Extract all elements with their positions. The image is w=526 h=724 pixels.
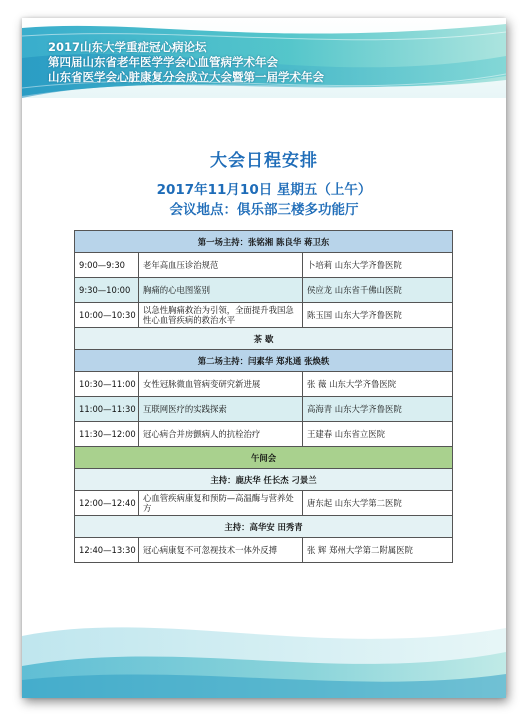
talk-topic: 心血管疾病康复和预防—高温酶与营养处方 [139, 491, 303, 516]
talk-topic: 老年高血压诊治规范 [139, 253, 303, 278]
program-page [22, 18, 506, 698]
talk-topic: 冠心病康复不可忽视技术一体外反搏 [139, 538, 303, 563]
session-3-chair: 主持：鹿庆华 任长杰 刁景兰 [75, 469, 453, 491]
talk-time: 12:00—12:40 [75, 491, 139, 516]
table-row [75, 538, 453, 563]
lunch-session-row: 午间会 [75, 447, 453, 469]
meeting-date: 2017年11月10日 星期五（上午） [156, 182, 372, 198]
table-row [75, 397, 453, 422]
table-row [75, 372, 453, 397]
table-row [75, 278, 453, 303]
talk-time: 10:00—10:30 [75, 303, 139, 328]
session-4-chair: 主持：高华安 田秀青 [75, 516, 453, 538]
header-banner [22, 18, 506, 98]
talk-speaker: 陈玉国 山东大学齐鲁医院 [303, 303, 453, 328]
talk-speaker: 张 薇 山东大学齐鲁医院 [303, 372, 453, 397]
talk-time: 9:30—10:00 [75, 278, 139, 303]
talk-speaker: 高海青 山东大学齐鲁医院 [303, 397, 453, 422]
tea-break-row: 茶 歇 [75, 328, 453, 350]
talk-time: 10:30—11:00 [75, 372, 139, 397]
table-row [75, 491, 453, 516]
talk-speaker: 侯应龙 山东省千佛山医院 [303, 278, 453, 303]
talk-speaker: 张 辉 郑州大学第二附属医院 [303, 538, 453, 563]
talk-topic: 女性冠脉微血管病变研究新进展 [139, 372, 303, 397]
page-title: 大会日程安排 [210, 151, 318, 171]
talk-time: 11:00—11:30 [75, 397, 139, 422]
banner-line-forum: 2017山东大学重症冠心病论坛 [48, 40, 207, 54]
talk-topic: 互联网医疗的实践探索 [139, 397, 303, 422]
talk-speaker: 唐东起 山东大学第二医院 [303, 491, 453, 516]
talk-speaker: 卜培莉 山东大学齐鲁医院 [303, 253, 453, 278]
talk-time: 11:30—12:00 [75, 422, 139, 447]
session-1-chair: 第一场主持：张铭湘 陈良华 蒋卫东 [75, 231, 453, 253]
talk-topic: 以急性胸痛救治为引领，全面提升我国急性心血管疾病的救治水平 [139, 303, 303, 328]
banner-line-annual-meeting: 第四届山东省老年医学学会心血管病学术年会 [48, 55, 278, 69]
talk-time: 9:00—9:30 [75, 253, 139, 278]
table-row [75, 422, 453, 447]
talk-speaker: 王建春 山东省立医院 [303, 422, 453, 447]
table-row [75, 253, 453, 278]
table-row [75, 303, 453, 328]
banner-line-founding-meeting: 山东省医学会心脏康复分会成立大会暨第一届学术年会 [48, 70, 324, 84]
talk-time: 12:40—13:30 [75, 538, 139, 563]
meeting-venue: 会议地点：俱乐部三楼多功能厅 [169, 202, 359, 218]
footer-wave-graphic [22, 588, 506, 698]
talk-topic: 胸痛的心电图鉴别 [139, 278, 303, 303]
schedule-table [74, 230, 453, 563]
talk-topic: 冠心病合并房颤病人的抗栓治疗 [139, 422, 303, 447]
session-2-chair: 第二场主持：闫素华 郑兆通 张焕轶 [75, 350, 453, 372]
